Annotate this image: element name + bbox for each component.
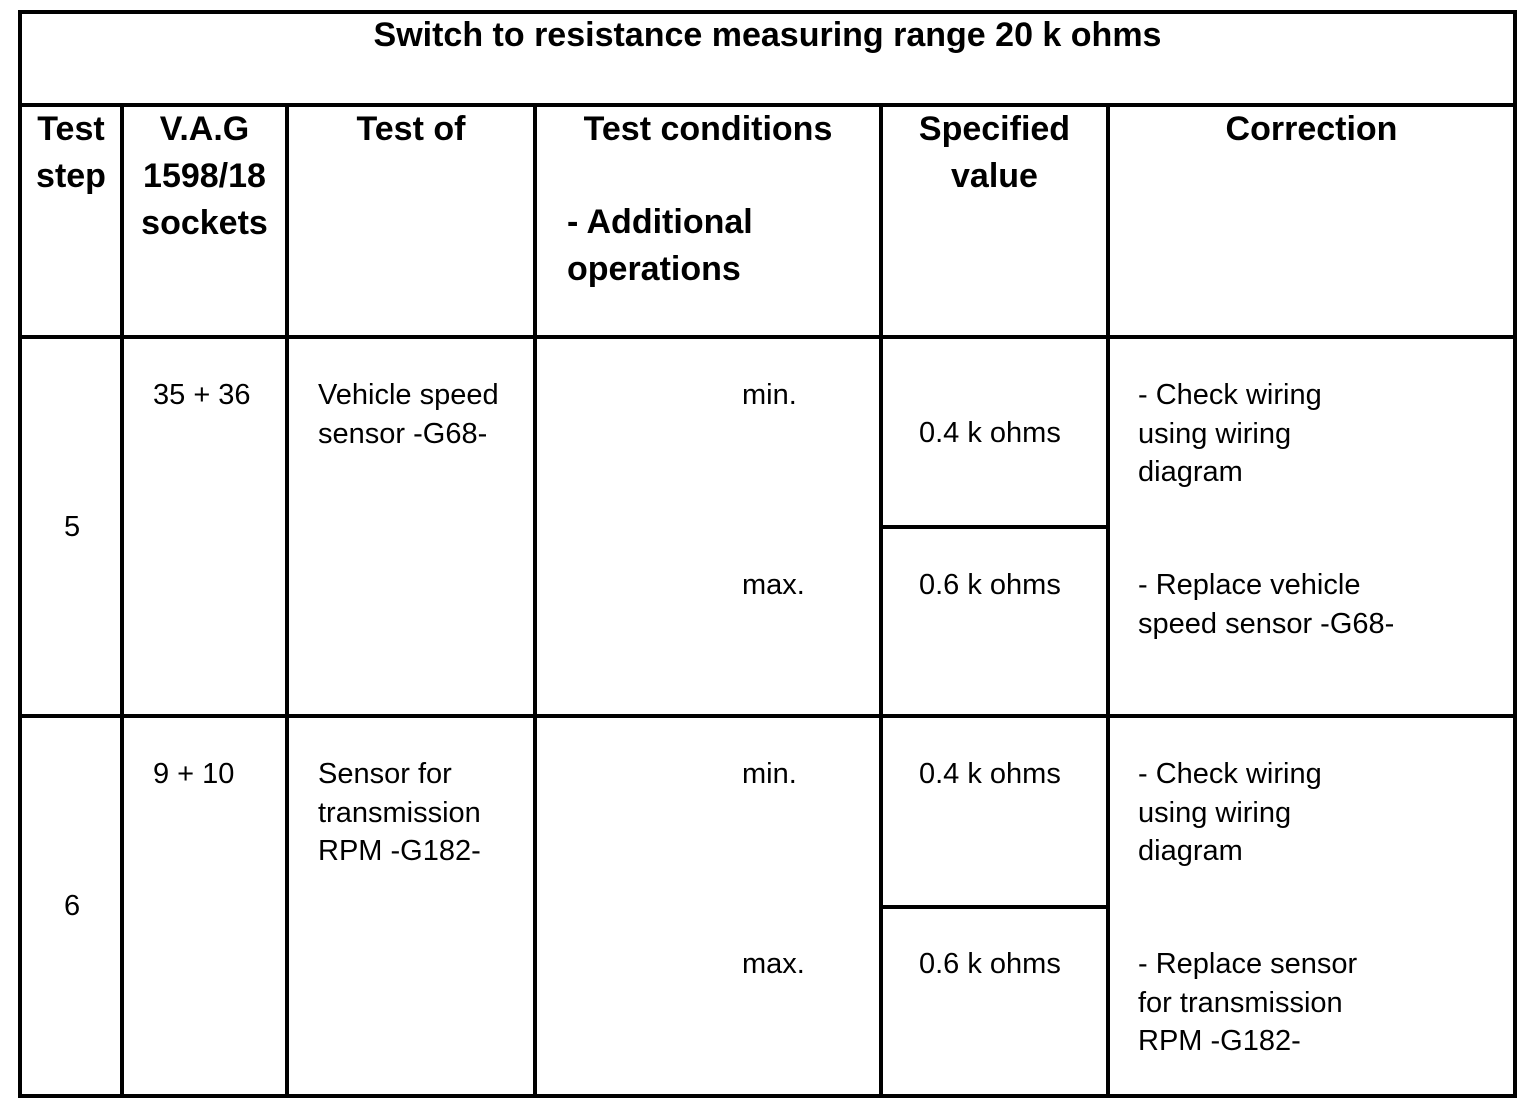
header-test-of: Test of — [356, 110, 466, 148]
row5-max-label: max. — [742, 569, 805, 601]
row5-min-label: min. — [742, 379, 797, 411]
header-additional-operations: - Additional operations — [567, 203, 753, 288]
border-row6-split — [879, 905, 1109, 909]
row5-correction-check-wiring: - Check wiring using wiring diagram — [1138, 379, 1322, 488]
header-sockets: V.A.G 1598/18 sockets — [141, 110, 268, 242]
border-col4 — [879, 103, 883, 1098]
row5-test-of: Vehicle speed sensor -G68- — [318, 379, 499, 450]
row6-min-value: 0.4 k ohms — [919, 758, 1061, 790]
header-test-step: Test step — [36, 110, 106, 195]
row6-max-value: 0.6 k ohms — [919, 948, 1061, 980]
border-row5-bottom — [18, 714, 1517, 718]
row5-max-value: 0.6 k ohms — [919, 569, 1061, 601]
row6-test-of: Sensor for transmission RPM -G182- — [318, 758, 481, 867]
row5-min-value: 0.4 k ohms — [919, 417, 1061, 449]
border-col1 — [120, 103, 124, 1098]
header-test-conditions: Test conditions — [583, 110, 833, 148]
border-col5 — [1106, 103, 1110, 1098]
border-header-bottom — [18, 335, 1517, 339]
border-col2 — [285, 103, 289, 1098]
row6-correction-check-wiring: - Check wiring using wiring diagram — [1138, 758, 1322, 867]
border-col3 — [533, 103, 537, 1098]
row5-correction-replace: - Replace vehicle speed sensor -G68- — [1138, 569, 1395, 640]
row6-min-label: min. — [742, 758, 797, 790]
row6-sockets: 9 + 10 — [153, 758, 235, 790]
row6-correction-replace: - Replace sensor for transmission RPM -G182- — [1138, 948, 1358, 1057]
header-specified-value: Specified value — [918, 110, 1071, 195]
row6-step: 6 — [64, 890, 81, 922]
row5-sockets: 35 + 36 — [153, 379, 251, 411]
row5-step: 5 — [64, 511, 81, 543]
table-title: Switch to resistance measuring range 20 k ohms — [373, 16, 1162, 54]
border-row5-split — [879, 525, 1109, 529]
border-bottom — [18, 1094, 1517, 1098]
border-right — [1513, 10, 1517, 1098]
row6-max-label: max. — [742, 948, 805, 980]
header-correction: Correction — [1225, 110, 1398, 148]
